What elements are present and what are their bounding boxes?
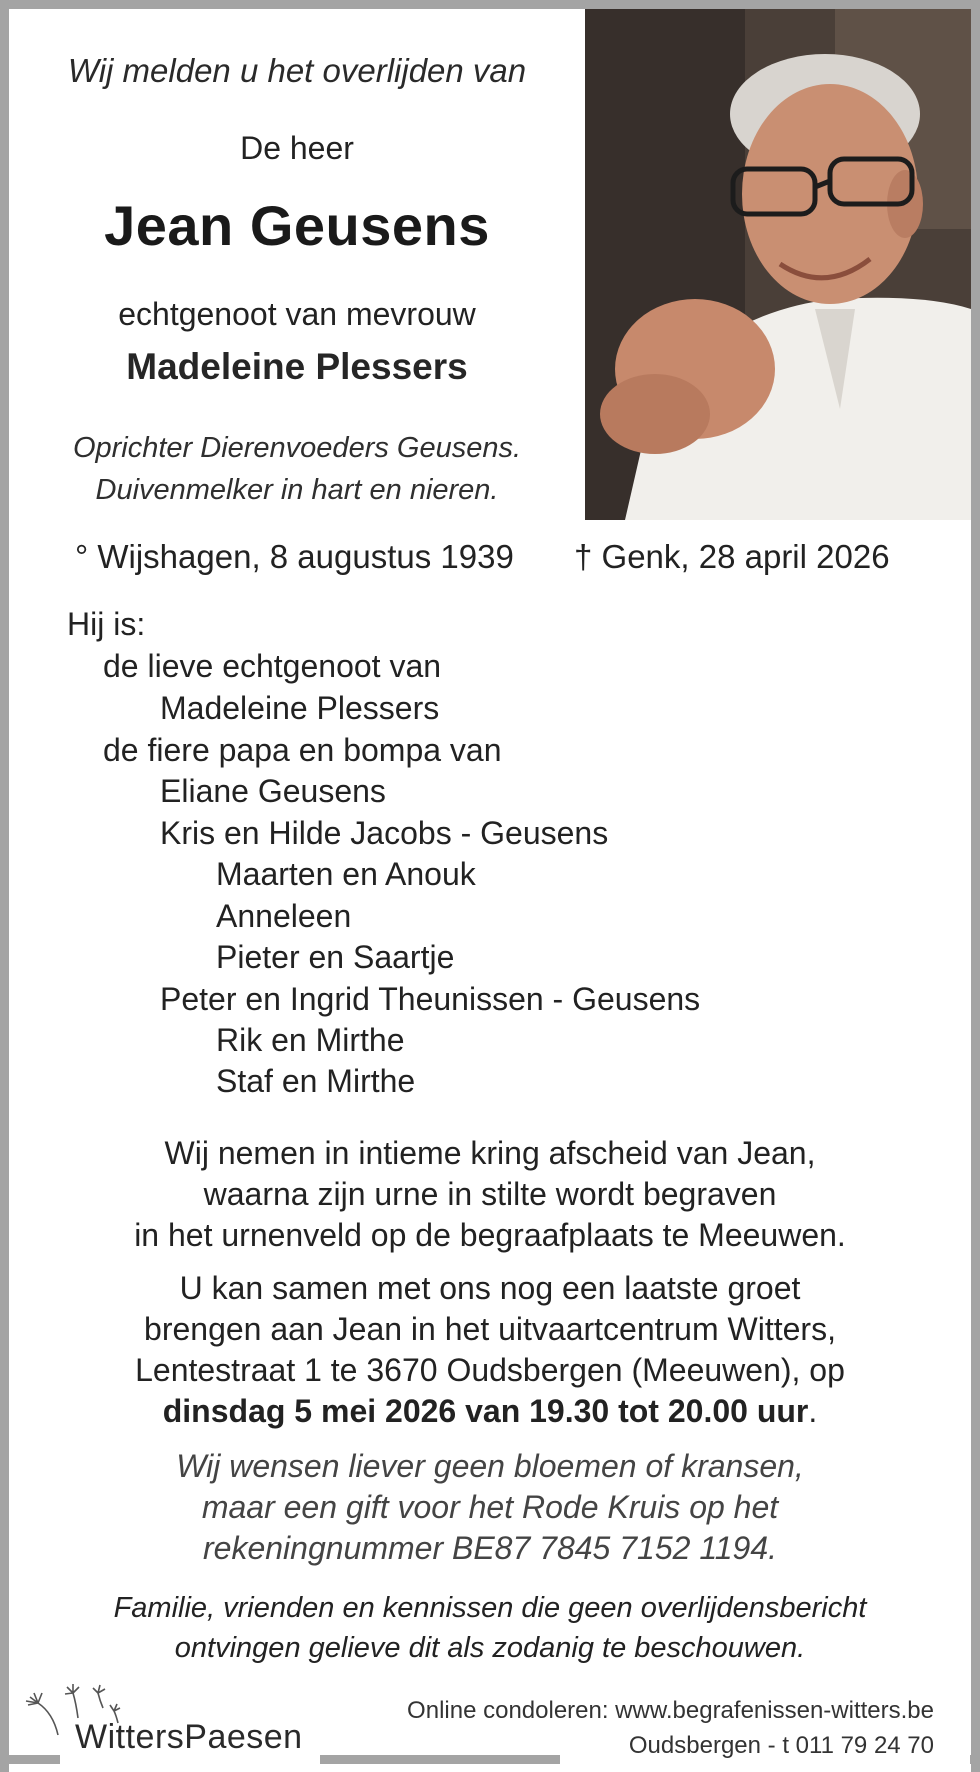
birth-info: ° Wijshagen, 8 augustus 1939 <box>75 538 514 575</box>
spouse-name: Madeleine Plessers <box>126 346 468 387</box>
online-condolence[interactable]: Online condoleren: www.begrafenissen-witters.be <box>407 1697 934 1724</box>
relative-line: Kris en Hilde Jacobs - Geusens <box>160 815 609 851</box>
visit-line: U kan samen met ons nog een laatste groet <box>179 1270 801 1306</box>
description-line: Duivenmelker in hart en nieren. <box>95 474 499 506</box>
relative-line: de fiere papa en bompa van <box>103 732 502 768</box>
relative-line: Madeleine Plessers <box>160 690 440 726</box>
relative-line: Eliane Geusens <box>160 773 386 809</box>
contact-info: Oudsbergen - t 011 79 24 70 <box>628 1732 934 1759</box>
death-info: † Genk, 28 april 2026 <box>574 538 890 575</box>
relative-line: Staf en Mirthe <box>216 1063 416 1099</box>
honorific: De heer <box>240 130 354 166</box>
notice-line: ontvingen gelieve dit als zodanig te beschouwen. <box>174 1632 806 1664</box>
relative-line: de lieve echtgenoot van <box>103 648 442 684</box>
flowers-line: rekeningnummer BE87 7845 7152 1194. <box>202 1530 778 1566</box>
relative-line: Anneleen <box>216 898 352 934</box>
visit-time-line <box>9 1391 971 1432</box>
portrait-photo <box>585 9 971 520</box>
notice-line: Familie, vrienden en kennissen die geen overlijdensbericht <box>113 1592 867 1624</box>
relative-line: Rik en Mirthe <box>216 1022 405 1058</box>
visit-time: dinsdag 5 mei 2026 van 19.30 tot 20.00 uur <box>162 1393 809 1429</box>
visit-line: Lentestraat 1 te 3670 Oudsbergen (Meeuwen), op <box>135 1352 845 1388</box>
relative-line: Peter en Ingrid Theunissen - Geusens <box>160 981 701 1017</box>
farewell-line: waarna zijn urne in stilte wordt begraven <box>203 1176 777 1212</box>
flowers-line: maar een gift voor het Rode Kruis op het <box>201 1489 779 1525</box>
visit-line: brengen aan Jean in het uitvaartcentrum Witters, <box>144 1311 836 1347</box>
relative-line: Pieter en Saartje <box>216 939 455 975</box>
flowers-line: Wij wensen liever geen bloemen of kransen, <box>176 1448 804 1484</box>
deceased-name: Jean Geusens <box>104 194 490 257</box>
funeral-home-logo: WittersPaesen <box>75 1718 303 1756</box>
farewell-line: Wij nemen in intieme kring afscheid van Jean, <box>164 1135 816 1171</box>
visit-time-end: . <box>808 1393 818 1429</box>
description <box>9 427 585 511</box>
spouse-line: echtgenoot van mevrouw <box>118 296 476 332</box>
relative-line: Maarten en Anouk <box>216 856 476 892</box>
relatives-heading: Hij is: <box>67 606 146 642</box>
intro-text: Wij melden u het overlijden van <box>67 52 527 89</box>
farewell-line: in het urnenveld op de begraafplaats te Meeuwen. <box>134 1217 846 1253</box>
description-line: Oprichter Dierenvoeders Geusens. <box>72 432 522 464</box>
